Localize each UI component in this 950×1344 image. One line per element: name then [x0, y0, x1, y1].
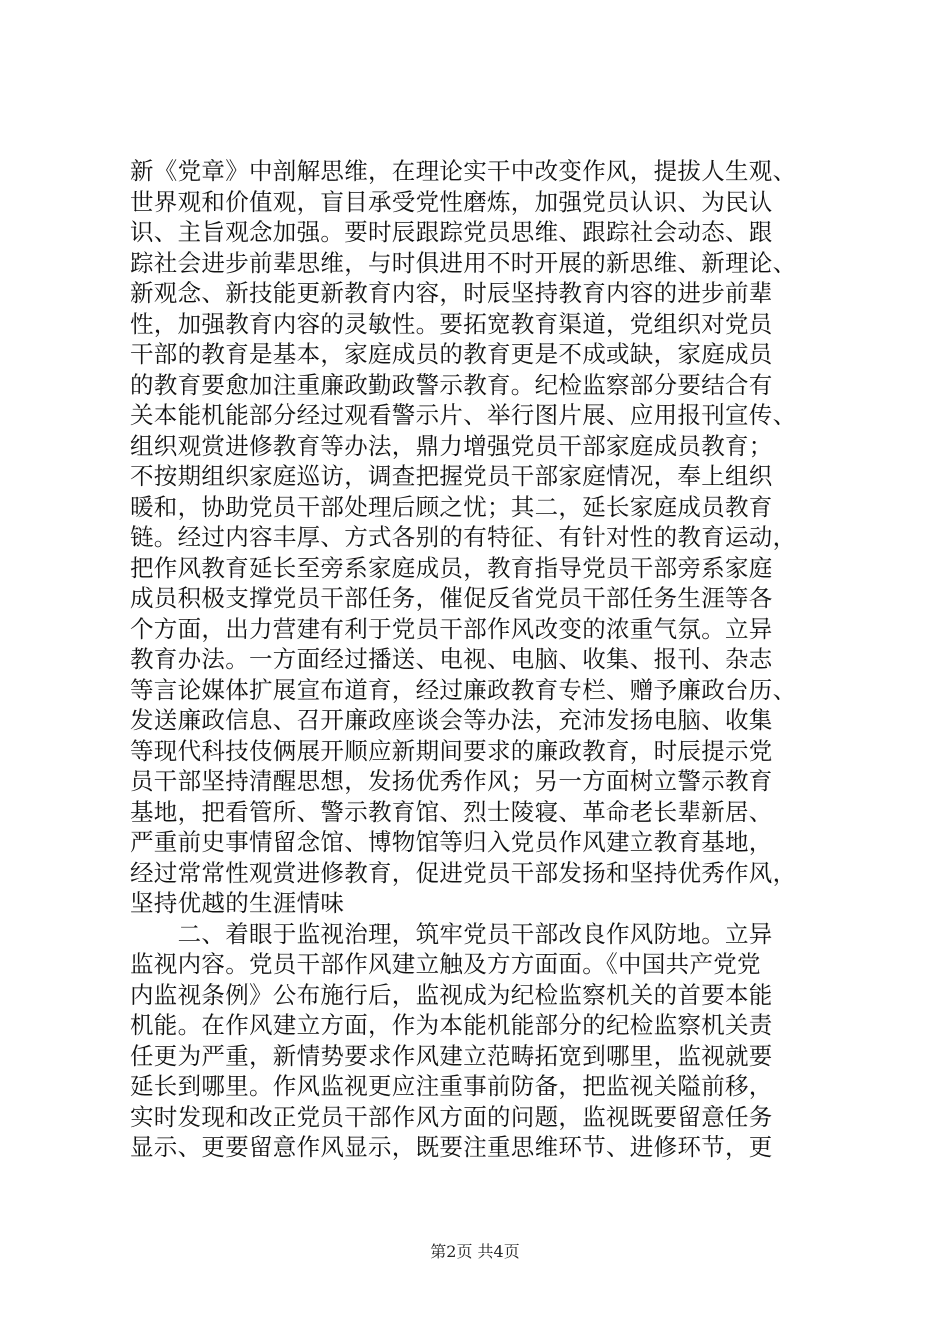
text-line: 员干部坚持清醒思想，发扬优秀作风；另一方面树立警示教育 — [130, 767, 773, 795]
text-line: 教育办法。一方面经过播送、电视、电脑、收集、报刊、杂志 — [130, 645, 773, 673]
text-line: 二、着眼于监视治理，筑牢党员干部改良作风防地。立异 — [130, 919, 773, 948]
text-line: 等言论媒体扩展宣布道育，经过廉政教育专栏、赠予廉政台历、 — [130, 675, 797, 704]
text-line: 基地，把看管所、警示教育馆、烈士陵寝、革命老长辈新居、 — [130, 797, 773, 826]
text-line: 暖和，协助党员干部处理后顾之忧；其二，延长家庭成员教育 — [130, 492, 773, 521]
text-line: 机能。在作风建立方面，作为本能机能部分的纪检监察机关责 — [130, 1011, 773, 1039]
text-line: 链。经过内容丰厚、方式各别的有特征、有针对性的教育运动， — [130, 523, 797, 551]
text-line: 干部的教育是基本，家庭成员的教育更是不成或缺，家庭成员 — [130, 340, 773, 368]
text-line: 把作风教育延长至旁系家庭成员，教育指导党员干部旁系家庭 — [130, 553, 773, 582]
body-text — [130, 156, 830, 1163]
text-line: 新《党章》中剖解思维，在理论实干中改变作风，提拔人生观、 — [130, 157, 797, 185]
text-line: 严重前史事情留念馆、博物馆等归入党员作风建立教育基地， — [130, 828, 773, 856]
text-line: 踪社会进步前辈思维，与时俱进用不时开展的新思维、新理论、 — [130, 248, 797, 277]
text-line: 世界观和价值观，盲目承受党性磨炼，加强党员认识、为民认 — [130, 187, 773, 216]
text-line: 任更为严重，新情势要求作风建立范畴拓宽到哪里，监视就要 — [130, 1041, 773, 1070]
page-footer: 第2页 共4页 — [430, 1242, 520, 1261]
text-line: 延长到哪里。作风监视更应注重事前防备，把监视关隘前移， — [130, 1072, 773, 1100]
text-line: 性，加强教育内容的灵敏性。要拓宽教育渠道，党组织对党员 — [130, 309, 773, 338]
text-line: 的教育要愈加注重廉政勤政警示教育。纪检监察部分要结合有 — [130, 370, 773, 399]
text-line: 显示、更要留意作风显示，既要注重思维环节、进修环节，更 — [130, 1133, 773, 1161]
text-line: 关本能机能部分经过观看警示片、举行图片展、应用报刊宣传、 — [130, 401, 797, 429]
text-line: 实时发现和改正党员干部作风方面的问题，监视既要留意任务 — [130, 1102, 773, 1131]
text-line: 新观念、新技能更新教育内容，时辰坚持教育内容的进步前辈 — [130, 279, 773, 307]
text-line: 不按期组织家庭巡访，调查把握党员干部家庭情况，奉上组织 — [130, 462, 773, 490]
text-line: 成员积极支撑党员干部任务，催促反省党员干部任务生涯等各 — [130, 584, 773, 612]
text-line: 内监视条例》公布施行后，监视成为纪检监察机关的首要本能 — [130, 980, 773, 1009]
text-line: 坚持优越的生涯情味 — [130, 889, 345, 917]
text-line: 经过常常性观赏进修教育，促进党员干部发扬和坚持优秀作风， — [130, 858, 797, 887]
text-line: 个方面，出力营建有利于党员干部作风改变的浓重气氛。立异 — [130, 614, 773, 643]
text-line: 组织观赏进修教育等办法，鼎力增强党员干部家庭成员教育； — [130, 431, 773, 460]
text-line: 发送廉政信息、召开廉政座谈会等办法，充沛发扬电脑、收集 — [130, 706, 773, 734]
text-line: 等现代科技伎俩展开顺应新期间要求的廉政教育，时辰提示党 — [130, 736, 773, 765]
text-line: 识、主旨观念加强。要时辰跟踪党员思维、跟踪社会动态、跟 — [130, 218, 773, 246]
text-line: 监视内容。党员干部作风建立触及方方面面。《中国共产党党 — [130, 950, 761, 978]
